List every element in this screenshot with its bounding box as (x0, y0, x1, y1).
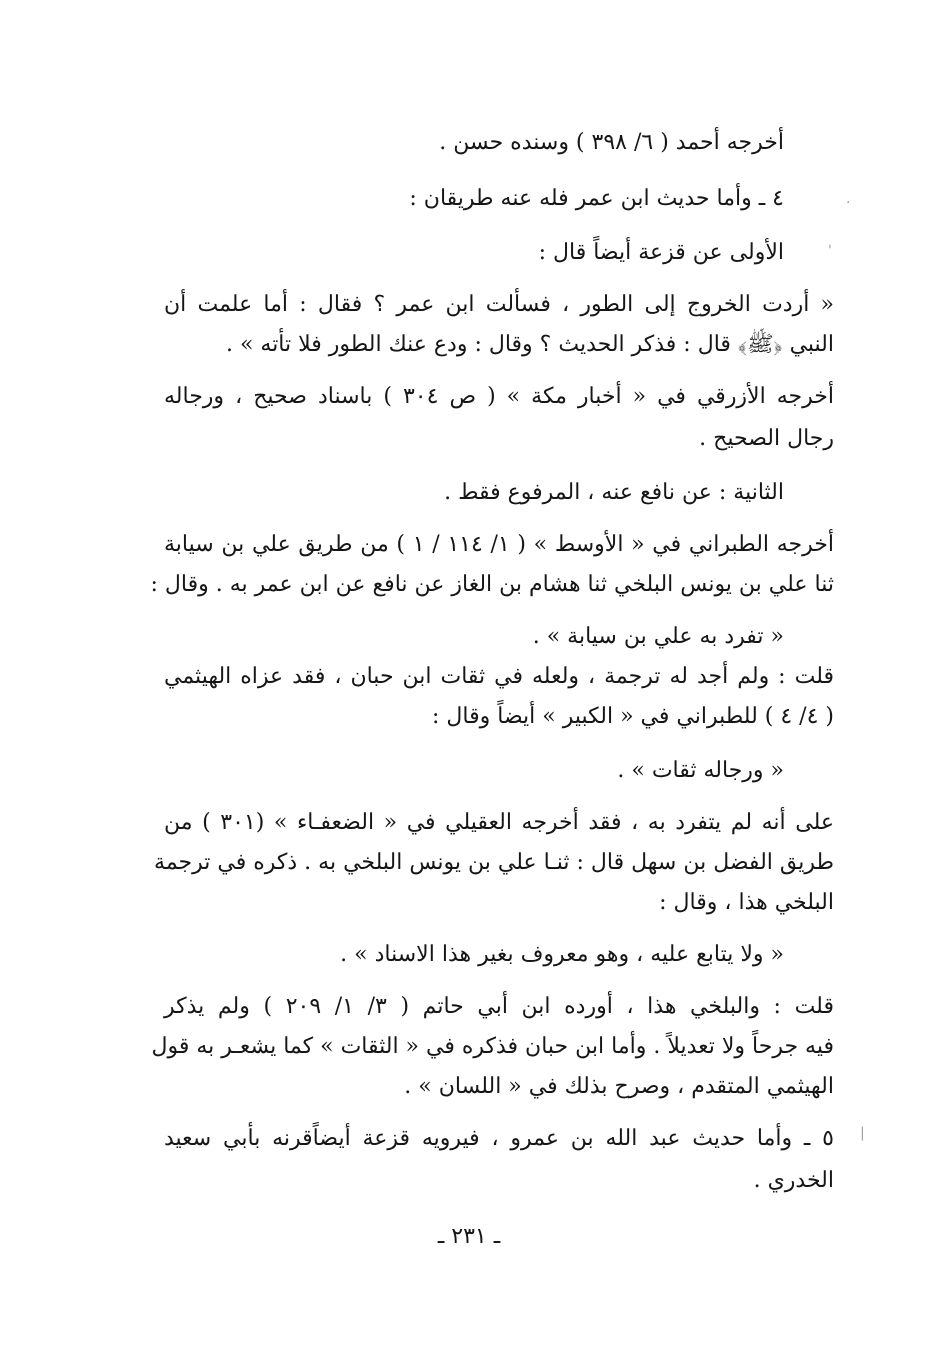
text-line-15: على أنه لم يتفرد به ، فقد أخرجه العقيلي في « الضعفـاء » (٣٠١ ) من (164, 810, 834, 835)
text-line-13: ( ٤/ ٤ ) للطبراني في « الكبير » أيضاً وقال : (432, 704, 834, 729)
text-line-8: الثانية : عن نافع عنه ، المرفوع فقط . (444, 480, 784, 505)
text-line-7: رجال الصحيح . (699, 426, 834, 451)
text-line-14: « ورجاله ثقات » . (617, 758, 784, 783)
text-line-9: أخرجه الطبراني في « الأوسط » ( ١/ ١١٤ / ١ ) من طريق علي بن سيابة (164, 532, 834, 557)
text-line-16: طريق الفضل بن سهل قال : ثنـا علي بن يونس البلخي به . ذكره في ترجمة (154, 850, 834, 875)
scan-speck: | (860, 1125, 865, 1141)
text-line-10: ثنا علي بن يونس البلخي ثنا هشام بن الغاز عن نافع عن ابن عمر به . وقال : (150, 572, 834, 597)
text-line-23: الخدري . (753, 1168, 834, 1193)
text-line-5: النبي ﴿ﷺ﴾ قال : فذكر الحديث ؟ وقال : ودع عنك الطور فلا تأته » . (225, 332, 834, 357)
text-line-17: البلخي هذا ، وقال : (659, 890, 834, 915)
text-line-11: « تفرد به علي بن سيابة » . (532, 624, 784, 649)
text-line-3: الأولى عن قزعة أيضاً قال : (538, 240, 784, 265)
text-line-18: « ولا يتابع عليه ، وهو معروف بغير هذا الاسناد » . (340, 942, 784, 967)
page-number: ـ ٢٣١ ـ (437, 1224, 501, 1249)
text-line-20: فيه جرحاً ولا تعديلاً . وأما ابن حبان فذكره في « الثقات » كما يشعـر به قول (151, 1034, 834, 1059)
text-line-21: الهيثمي المتقدم ، وصرح بذلك في « اللسان » . (404, 1074, 834, 1099)
text-line-22: ٥ ـ وأما حديث عبد الله بن عمرو ، فيرويه قزعة أيضاًقرنه بأبي سعيد (164, 1126, 834, 1151)
text-line-19: قلت : والبلخي هذا ، أورده ابن أبي حاتم ( ٣/ ١/ ٢٠٩ ) ولم يذكر (164, 994, 834, 1019)
text-line-4: « أردت الخروج إلى الطور ، فسألت ابن عمر ؟ فقال : أما علمت أن (164, 292, 834, 317)
text-line-1: أخرجه أحمد ( ٦/ ٣٩٨ ) وسنده حسن . (439, 130, 784, 155)
scan-speck: ' (828, 243, 832, 259)
text-line-12: قلت : ولم أجد له ترجمة ، ولعله في ثقات ابن حبان ، فقد عزاه الهيثمي (164, 664, 834, 689)
text-line-2: ٤ ـ وأما حديث ابن عمر فله عنه طريقان : (409, 186, 784, 211)
text-line-6: أخرجه الأزرقي في « أخبار مكة » ( ص ٣٠٤ ) باسناد صحيح ، ورجاله (164, 384, 834, 409)
scan-speck: · (846, 195, 851, 211)
